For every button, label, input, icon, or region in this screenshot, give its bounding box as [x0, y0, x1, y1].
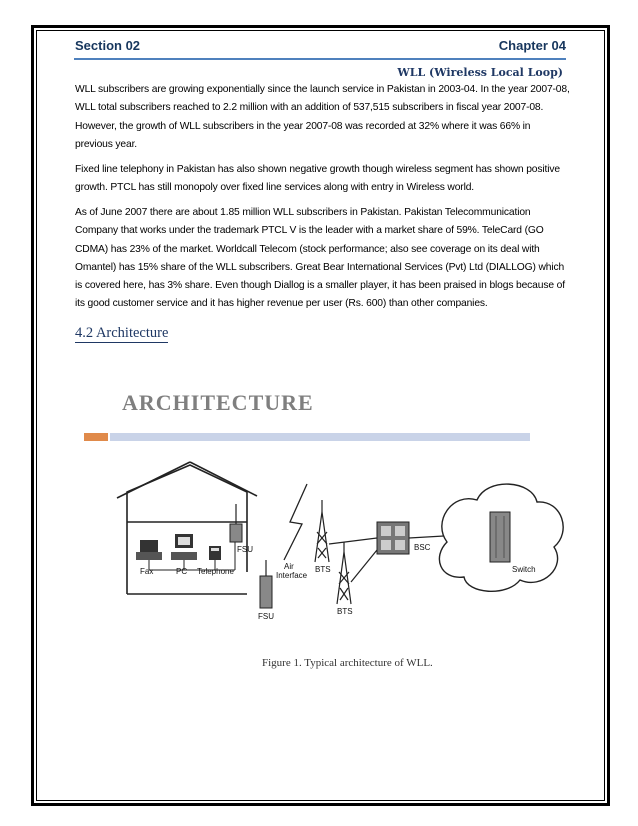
pc-icon: [171, 534, 197, 560]
switch-label: Switch: [512, 565, 536, 574]
bts-2-label: BTS: [337, 607, 353, 616]
architecture-figure: [72, 372, 572, 672]
pc-label: PC: [176, 567, 188, 576]
bsc-icon: [377, 522, 409, 554]
telephone-icon: [209, 546, 221, 560]
fsu-outdoor-label: FSU: [258, 612, 274, 621]
air-label: Air: [284, 562, 294, 571]
bsc-label: BSC: [414, 543, 431, 552]
accent-rule: [110, 433, 530, 441]
air-interface-icon: [284, 484, 307, 560]
paragraph-3: As of June 2007 there are about 1.85 million WLL subscribers in Pakistan. Pakistan Telecommunication Company that works under the trademark PTCL V is the leader with a market share of 59%. TeleCard (GO CDMA) has 23% of the market. Worldcall Telecom (stock performance; also see coverage on its deal with Omantel) has 15% share of the WLL subscribers. Great Bear International Services (Pvt) Ltd (DIALLOG) which is covered here, has 3% share. Even though Diallog is a smaller player, it has been praised in blogs because of its good customer service and it has higher revenue per user (Rs. 600) than other companies.: [75, 207, 565, 310]
fax-icon: [136, 540, 162, 560]
fsu-house-label: FSU: [237, 545, 253, 554]
header-section: Section 02: [75, 38, 141, 53]
bts-tower-2-icon: [337, 542, 351, 604]
switch-icon: [490, 512, 510, 562]
architecture-diagram: [72, 372, 572, 672]
header-chapter: Chapter 04: [498, 38, 566, 53]
accent-bar: [84, 433, 108, 441]
section-title: WLL (Wireless Local Loop): [397, 66, 563, 79]
fax-label: Fax: [140, 567, 154, 576]
fsu-house-icon: [230, 524, 242, 542]
figure-caption: Figure 1. Typical architecture of WLL.: [262, 657, 433, 669]
fsu-outdoor-icon: [260, 576, 272, 608]
bts-1-label: BTS: [315, 565, 331, 574]
paragraph-1: WLL subscribers are growing exponentially since the launch service in Pakistan in 2003-04. In the year 2007-08, WLL total subscribers reached to 2.2 million with an addition of 537,515 subscribers in fiscal year 2007-08. However, the growth of WLL subscribers in the year 2007-08 was recorded at 32% where it was 66% in previous year.: [75, 84, 570, 150]
subheading-architecture: 4.2 Architecture: [75, 325, 169, 341]
interface-label: Interface: [276, 571, 308, 580]
telephone-label: Telephone: [197, 567, 234, 576]
header-rule: [74, 58, 566, 60]
bts-tower-1-icon: [315, 500, 329, 562]
figure-title: ARCHITECTURE: [122, 390, 314, 415]
paragraph-2: Fixed line telephony in Pakistan has also shown negative growth though wireless segment has shown positive growth. PTCL has still monopoly over fixed line services along with entry in Wireless world.: [75, 164, 560, 194]
